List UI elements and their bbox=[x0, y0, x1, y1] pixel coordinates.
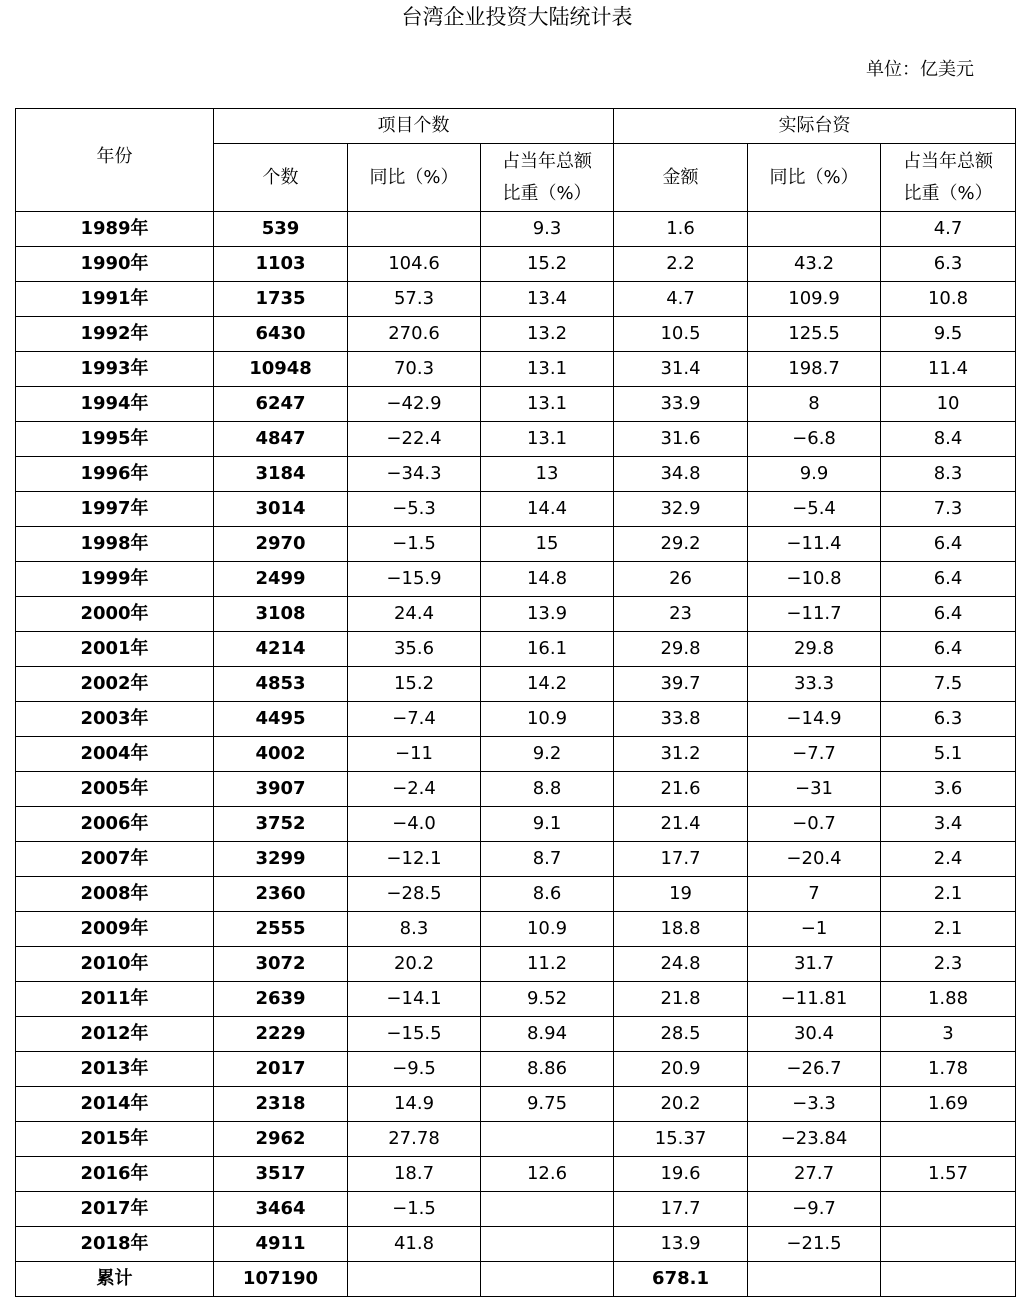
cell-year: 2005年 bbox=[16, 772, 214, 807]
cell-count: 3299 bbox=[214, 842, 348, 877]
cell-amount: 23 bbox=[614, 597, 748, 632]
cell-year: 2017年 bbox=[16, 1192, 214, 1227]
cell-yoy2: −7.7 bbox=[748, 737, 881, 772]
cell-count: 2360 bbox=[214, 877, 348, 912]
cell-yoy2: −9.7 bbox=[748, 1192, 881, 1227]
cell-yoy2: −10.8 bbox=[748, 562, 881, 597]
cell-yoy2: 9.9 bbox=[748, 457, 881, 492]
cell-yoy1: 57.3 bbox=[348, 282, 481, 317]
cell-year: 2016年 bbox=[16, 1157, 214, 1192]
cell-share2: 2.1 bbox=[881, 912, 1016, 947]
cell-count: 2639 bbox=[214, 982, 348, 1017]
cell-count: 3464 bbox=[214, 1192, 348, 1227]
cell-yoy2: −11.81 bbox=[748, 982, 881, 1017]
cell-yoy1: 14.9 bbox=[348, 1087, 481, 1122]
cell-count: 3108 bbox=[214, 597, 348, 632]
cell-share1: 8.86 bbox=[481, 1052, 614, 1087]
cell-amount: 2.2 bbox=[614, 247, 748, 282]
table-row bbox=[16, 1227, 1016, 1262]
cell-share1: 8.8 bbox=[481, 772, 614, 807]
cell-amount: 34.8 bbox=[614, 457, 748, 492]
table-row bbox=[16, 1192, 1016, 1227]
cell-year: 2001年 bbox=[16, 632, 214, 667]
cell-amount: 32.9 bbox=[614, 492, 748, 527]
cell-share1 bbox=[481, 1262, 614, 1297]
cell-share2: 1.57 bbox=[881, 1157, 1016, 1192]
cell-yoy1: −4.0 bbox=[348, 807, 481, 842]
cell-year: 1992年 bbox=[16, 317, 214, 352]
cell-year: 1989年 bbox=[16, 212, 214, 247]
cell-yoy1 bbox=[348, 1262, 481, 1297]
cell-amount: 28.5 bbox=[614, 1017, 748, 1052]
cell-share1: 15 bbox=[481, 527, 614, 562]
cell-share2: 6.4 bbox=[881, 527, 1016, 562]
cell-yoy1: −1.5 bbox=[348, 1192, 481, 1227]
cell-yoy1: −14.1 bbox=[348, 982, 481, 1017]
header-yoy-projects: 同比（%） bbox=[348, 144, 481, 212]
cell-share2: 10.8 bbox=[881, 282, 1016, 317]
cell-yoy1: −28.5 bbox=[348, 877, 481, 912]
cell-yoy1: −22.4 bbox=[348, 422, 481, 457]
cell-count: 2017 bbox=[214, 1052, 348, 1087]
cell-amount: 13.9 bbox=[614, 1227, 748, 1262]
cell-yoy2 bbox=[748, 212, 881, 247]
cell-share2: 1.88 bbox=[881, 982, 1016, 1017]
cell-share2: 1.69 bbox=[881, 1087, 1016, 1122]
cell-share1: 10.9 bbox=[481, 912, 614, 947]
cell-amount: 24.8 bbox=[614, 947, 748, 982]
cell-share2: 3.4 bbox=[881, 807, 1016, 842]
cell-amount: 20.9 bbox=[614, 1052, 748, 1087]
page-title: 台湾企业投资大陆统计表 bbox=[401, 5, 633, 29]
header-share-actual-line2: 比重（%） bbox=[903, 182, 993, 204]
cell-yoy1: 35.6 bbox=[348, 632, 481, 667]
table-row bbox=[16, 737, 1016, 772]
cell-yoy1: 24.4 bbox=[348, 597, 481, 632]
cell-count: 107190 bbox=[214, 1262, 348, 1297]
cell-yoy1: −1.5 bbox=[348, 527, 481, 562]
cell-yoy2: −14.9 bbox=[748, 702, 881, 737]
cell-amount: 21.6 bbox=[614, 772, 748, 807]
cell-share2: 6.3 bbox=[881, 702, 1016, 737]
cell-share2: 2.4 bbox=[881, 842, 1016, 877]
cell-yoy1: −2.4 bbox=[348, 772, 481, 807]
cell-share1: 13.2 bbox=[481, 317, 614, 352]
cell-amount: 19 bbox=[614, 877, 748, 912]
cell-yoy2: 29.8 bbox=[748, 632, 881, 667]
header-count: 个数 bbox=[214, 144, 348, 212]
table-row bbox=[16, 947, 1016, 982]
cell-yoy1: 15.2 bbox=[348, 667, 481, 702]
cell-share1 bbox=[481, 1192, 614, 1227]
cell-share2: 6.4 bbox=[881, 632, 1016, 667]
cell-count: 4911 bbox=[214, 1227, 348, 1262]
cell-share2 bbox=[881, 1192, 1016, 1227]
cell-count: 539 bbox=[214, 212, 348, 247]
cell-year: 2004年 bbox=[16, 737, 214, 772]
cell-year: 2018年 bbox=[16, 1227, 214, 1262]
table-row bbox=[16, 387, 1016, 422]
cell-share1: 9.2 bbox=[481, 737, 614, 772]
cell-yoy2: −23.84 bbox=[748, 1122, 881, 1157]
cell-yoy2: 125.5 bbox=[748, 317, 881, 352]
cell-year: 2013年 bbox=[16, 1052, 214, 1087]
cell-share1: 8.7 bbox=[481, 842, 614, 877]
cell-amount: 17.7 bbox=[614, 1192, 748, 1227]
cell-share1: 13 bbox=[481, 457, 614, 492]
cell-share2: 1.78 bbox=[881, 1052, 1016, 1087]
cell-share1: 13.1 bbox=[481, 352, 614, 387]
cell-yoy2: −26.7 bbox=[748, 1052, 881, 1087]
cell-share2: 7.5 bbox=[881, 667, 1016, 702]
cell-yoy1 bbox=[348, 212, 481, 247]
cell-share2: 10 bbox=[881, 387, 1016, 422]
cell-count: 2499 bbox=[214, 562, 348, 597]
cell-amount: 31.6 bbox=[614, 422, 748, 457]
cell-count: 4002 bbox=[214, 737, 348, 772]
cell-yoy2: 198.7 bbox=[748, 352, 881, 387]
cell-yoy1: −42.9 bbox=[348, 387, 481, 422]
table-row bbox=[16, 842, 1016, 877]
cell-year: 2014年 bbox=[16, 1087, 214, 1122]
cell-count: 4847 bbox=[214, 422, 348, 457]
cell-yoy2: −21.5 bbox=[748, 1227, 881, 1262]
cell-share1: 15.2 bbox=[481, 247, 614, 282]
cell-yoy2: −3.3 bbox=[748, 1087, 881, 1122]
cell-yoy1: −5.3 bbox=[348, 492, 481, 527]
cell-share1: 14.8 bbox=[481, 562, 614, 597]
header-share-projects-line2: 比重（%） bbox=[502, 182, 592, 204]
cell-year: 累计 bbox=[16, 1262, 214, 1297]
cell-year: 1990年 bbox=[16, 247, 214, 282]
cell-share2 bbox=[881, 1262, 1016, 1297]
cell-count: 2229 bbox=[214, 1017, 348, 1052]
cell-amount: 21.8 bbox=[614, 982, 748, 1017]
table-row bbox=[16, 527, 1016, 562]
cell-count: 1735 bbox=[214, 282, 348, 317]
table-row bbox=[16, 877, 1016, 912]
cell-yoy1: 20.2 bbox=[348, 947, 481, 982]
cell-yoy1: 104.6 bbox=[348, 247, 481, 282]
cell-count: 4853 bbox=[214, 667, 348, 702]
cell-year: 2003年 bbox=[16, 702, 214, 737]
cell-share2 bbox=[881, 1227, 1016, 1262]
table-row bbox=[16, 1052, 1016, 1087]
cell-year: 1997年 bbox=[16, 492, 214, 527]
cell-yoy2: −11.4 bbox=[748, 527, 881, 562]
cell-yoy1: 27.78 bbox=[348, 1122, 481, 1157]
cell-share1: 12.6 bbox=[481, 1157, 614, 1192]
table-row bbox=[16, 457, 1016, 492]
cell-yoy2: 43.2 bbox=[748, 247, 881, 282]
cell-amount: 31.4 bbox=[614, 352, 748, 387]
cell-count: 2970 bbox=[214, 527, 348, 562]
cell-count: 3184 bbox=[214, 457, 348, 492]
cell-year: 1994年 bbox=[16, 387, 214, 422]
cell-count: 3014 bbox=[214, 492, 348, 527]
cell-count: 6430 bbox=[214, 317, 348, 352]
header-group-projects: 项目个数 bbox=[214, 109, 614, 144]
cell-amount: 17.7 bbox=[614, 842, 748, 877]
cell-year: 1996年 bbox=[16, 457, 214, 492]
cell-amount: 678.1 bbox=[614, 1262, 748, 1297]
table-row bbox=[16, 422, 1016, 457]
cell-share2: 4.7 bbox=[881, 212, 1016, 247]
cell-amount: 18.8 bbox=[614, 912, 748, 947]
cell-share1: 9.1 bbox=[481, 807, 614, 842]
cell-share1 bbox=[481, 1122, 614, 1157]
cell-yoy2: 109.9 bbox=[748, 282, 881, 317]
table-row bbox=[16, 1157, 1016, 1192]
table-row bbox=[16, 982, 1016, 1017]
cell-year: 2009年 bbox=[16, 912, 214, 947]
table-row bbox=[16, 807, 1016, 842]
cell-share2: 3 bbox=[881, 1017, 1016, 1052]
cell-share1: 8.6 bbox=[481, 877, 614, 912]
table-row bbox=[16, 492, 1016, 527]
cell-share1: 16.1 bbox=[481, 632, 614, 667]
table-row bbox=[16, 912, 1016, 947]
table-row bbox=[16, 1262, 1016, 1297]
cell-count: 2962 bbox=[214, 1122, 348, 1157]
cell-share1: 14.4 bbox=[481, 492, 614, 527]
cell-yoy2: 7 bbox=[748, 877, 881, 912]
cell-count: 4495 bbox=[214, 702, 348, 737]
cell-share1: 11.2 bbox=[481, 947, 614, 982]
cell-year: 2010年 bbox=[16, 947, 214, 982]
cell-yoy2: 31.7 bbox=[748, 947, 881, 982]
cell-yoy2: 30.4 bbox=[748, 1017, 881, 1052]
cell-amount: 39.7 bbox=[614, 667, 748, 702]
cell-share1: 13.9 bbox=[481, 597, 614, 632]
header-share-projects-line1: 占当年总额 bbox=[502, 150, 592, 172]
table-row bbox=[16, 1017, 1016, 1052]
cell-share2: 8.3 bbox=[881, 457, 1016, 492]
cell-yoy2: −31 bbox=[748, 772, 881, 807]
cell-amount: 33.8 bbox=[614, 702, 748, 737]
table-row bbox=[16, 632, 1016, 667]
cell-yoy2: −1 bbox=[748, 912, 881, 947]
cell-share1: 9.52 bbox=[481, 982, 614, 1017]
table-row bbox=[16, 282, 1016, 317]
header-amount: 金额 bbox=[614, 144, 748, 212]
cell-count: 1103 bbox=[214, 247, 348, 282]
cell-share1: 13.1 bbox=[481, 387, 614, 422]
cell-count: 3517 bbox=[214, 1157, 348, 1192]
cell-year: 1993年 bbox=[16, 352, 214, 387]
cell-count: 4214 bbox=[214, 632, 348, 667]
unit-label: 单位：亿美元 bbox=[866, 59, 974, 80]
cell-share1: 13.1 bbox=[481, 422, 614, 457]
cell-share2 bbox=[881, 1122, 1016, 1157]
cell-share1: 8.94 bbox=[481, 1017, 614, 1052]
cell-amount: 1.6 bbox=[614, 212, 748, 247]
cell-amount: 26 bbox=[614, 562, 748, 597]
cell-yoy1: 70.3 bbox=[348, 352, 481, 387]
cell-yoy1: 8.3 bbox=[348, 912, 481, 947]
table-body bbox=[16, 212, 1016, 1297]
cell-yoy1: −15.9 bbox=[348, 562, 481, 597]
cell-amount: 20.2 bbox=[614, 1087, 748, 1122]
cell-year: 1999年 bbox=[16, 562, 214, 597]
cell-yoy1: 18.7 bbox=[348, 1157, 481, 1192]
header-year: 年份 bbox=[16, 109, 214, 212]
cell-count: 10948 bbox=[214, 352, 348, 387]
cell-amount: 4.7 bbox=[614, 282, 748, 317]
cell-share1: 9.3 bbox=[481, 212, 614, 247]
cell-yoy1: −9.5 bbox=[348, 1052, 481, 1087]
cell-share2: 9.5 bbox=[881, 317, 1016, 352]
cell-yoy1: −15.5 bbox=[348, 1017, 481, 1052]
cell-year: 2015年 bbox=[16, 1122, 214, 1157]
cell-yoy1: 270.6 bbox=[348, 317, 481, 352]
cell-count: 2555 bbox=[214, 912, 348, 947]
table-row bbox=[16, 317, 1016, 352]
table-row bbox=[16, 702, 1016, 737]
cell-amount: 33.9 bbox=[614, 387, 748, 422]
table-row bbox=[16, 247, 1016, 282]
cell-share1: 10.9 bbox=[481, 702, 614, 737]
table-row bbox=[16, 772, 1016, 807]
cell-count: 3907 bbox=[214, 772, 348, 807]
cell-year: 2011年 bbox=[16, 982, 214, 1017]
cell-share2: 5.1 bbox=[881, 737, 1016, 772]
cell-year: 1998年 bbox=[16, 527, 214, 562]
cell-share1: 14.2 bbox=[481, 667, 614, 702]
cell-share2: 6.4 bbox=[881, 562, 1016, 597]
cell-amount: 21.4 bbox=[614, 807, 748, 842]
cell-yoy2: −20.4 bbox=[748, 842, 881, 877]
cell-share2: 7.3 bbox=[881, 492, 1016, 527]
header-share-projects bbox=[481, 144, 614, 212]
cell-share2: 6.4 bbox=[881, 597, 1016, 632]
cell-count: 6247 bbox=[214, 387, 348, 422]
cell-year: 2002年 bbox=[16, 667, 214, 702]
cell-year: 2012年 bbox=[16, 1017, 214, 1052]
cell-share2: 2.3 bbox=[881, 947, 1016, 982]
table-row bbox=[16, 212, 1016, 247]
cell-yoy1: −12.1 bbox=[348, 842, 481, 877]
cell-amount: 31.2 bbox=[614, 737, 748, 772]
cell-yoy2: 33.3 bbox=[748, 667, 881, 702]
cell-yoy2 bbox=[748, 1262, 881, 1297]
statistics-table bbox=[15, 108, 1016, 1297]
cell-year: 2008年 bbox=[16, 877, 214, 912]
header-group-actual: 实际台资 bbox=[614, 109, 1016, 144]
cell-yoy2: −6.8 bbox=[748, 422, 881, 457]
cell-yoy2: 27.7 bbox=[748, 1157, 881, 1192]
cell-count: 3072 bbox=[214, 947, 348, 982]
cell-amount: 29.8 bbox=[614, 632, 748, 667]
cell-share2: 3.6 bbox=[881, 772, 1016, 807]
cell-yoy1: −34.3 bbox=[348, 457, 481, 492]
table-row bbox=[16, 562, 1016, 597]
cell-share1: 9.75 bbox=[481, 1087, 614, 1122]
header-yoy-actual: 同比（%） bbox=[748, 144, 881, 212]
cell-yoy1: −11 bbox=[348, 737, 481, 772]
cell-yoy1: 41.8 bbox=[348, 1227, 481, 1262]
table-row bbox=[16, 1087, 1016, 1122]
cell-yoy2: −0.7 bbox=[748, 807, 881, 842]
cell-share1 bbox=[481, 1227, 614, 1262]
cell-share1: 13.4 bbox=[481, 282, 614, 317]
cell-count: 3752 bbox=[214, 807, 348, 842]
table-row bbox=[16, 1122, 1016, 1157]
table-row bbox=[16, 597, 1016, 632]
cell-amount: 19.6 bbox=[614, 1157, 748, 1192]
cell-share2: 2.1 bbox=[881, 877, 1016, 912]
cell-year: 1995年 bbox=[16, 422, 214, 457]
cell-yoy2: −5.4 bbox=[748, 492, 881, 527]
cell-year: 2000年 bbox=[16, 597, 214, 632]
cell-amount: 10.5 bbox=[614, 317, 748, 352]
cell-count: 2318 bbox=[214, 1087, 348, 1122]
cell-yoy2: −11.7 bbox=[748, 597, 881, 632]
cell-year: 1991年 bbox=[16, 282, 214, 317]
cell-yoy1: −7.4 bbox=[348, 702, 481, 737]
cell-share2: 6.3 bbox=[881, 247, 1016, 282]
table-row bbox=[16, 667, 1016, 702]
cell-share2: 11.4 bbox=[881, 352, 1016, 387]
table-row bbox=[16, 352, 1016, 387]
header-share-actual-line1: 占当年总额 bbox=[903, 150, 994, 172]
header-share-actual bbox=[881, 144, 1016, 212]
cell-share2: 8.4 bbox=[881, 422, 1016, 457]
cell-yoy2: 8 bbox=[748, 387, 881, 422]
cell-amount: 29.2 bbox=[614, 527, 748, 562]
cell-year: 2007年 bbox=[16, 842, 214, 877]
header-group-row bbox=[16, 109, 1016, 144]
cell-amount: 15.37 bbox=[614, 1122, 748, 1157]
cell-year: 2006年 bbox=[16, 807, 214, 842]
